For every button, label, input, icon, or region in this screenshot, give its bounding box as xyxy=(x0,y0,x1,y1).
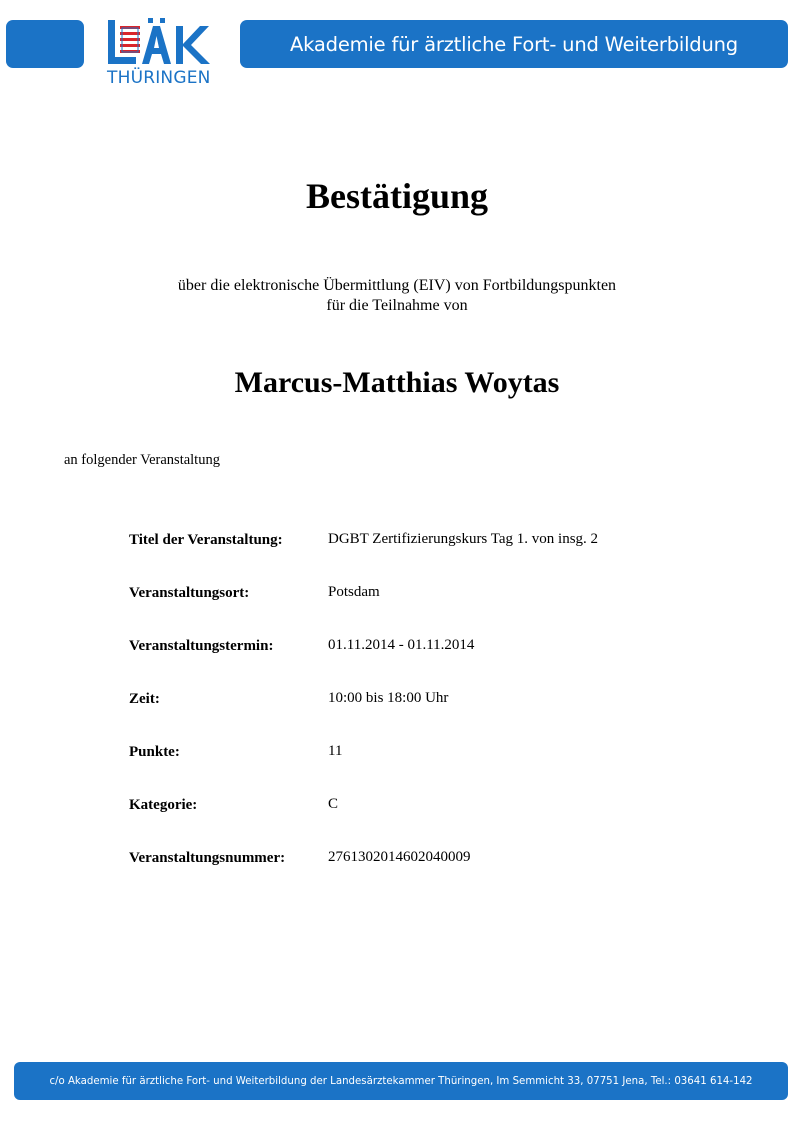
intro-text xyxy=(0,276,794,316)
intro-line-2: für die Teilnahme von xyxy=(326,297,468,314)
detail-label: Kategorie: xyxy=(129,797,198,813)
detail-label: Veranstaltungstermin: xyxy=(129,638,274,654)
detail-label: Veranstaltungsnummer: xyxy=(129,850,286,866)
footer-bar xyxy=(14,1062,788,1100)
detail-row-title xyxy=(129,532,729,585)
detail-value: 11 xyxy=(328,743,343,759)
detail-row-points xyxy=(129,744,729,797)
detail-value: C xyxy=(328,796,339,812)
laek-logo xyxy=(104,16,226,92)
header-bar xyxy=(240,20,788,68)
detail-label: Veranstaltungsort: xyxy=(129,585,250,601)
laek-logo-icon xyxy=(104,16,226,70)
detail-row-location xyxy=(129,585,729,638)
event-intro: an folgender Veranstaltung xyxy=(64,452,220,468)
detail-value: 10:00 bis 18:00 Uhr xyxy=(328,690,449,706)
detail-label: Titel der Veranstaltung: xyxy=(129,532,283,548)
detail-value: 2761302014602040009 xyxy=(328,849,471,865)
header-title: Akademie für ärztliche Fort- und Weiterbildung xyxy=(290,32,738,56)
lion-shield-icon xyxy=(120,24,140,54)
event-details xyxy=(129,532,729,903)
document-title: Bestätigung xyxy=(305,176,489,216)
footer-text: c/o Akademie für ärztliche Fort- und Weiterbildung der Landesärztekammer Thüringen, Im Semmicht 33, 07751 Jena, Tel.: 03641 614-142 xyxy=(49,1075,753,1087)
detail-row-time xyxy=(129,691,729,744)
participant-name: Marcus-Matthias Woytas xyxy=(234,366,560,399)
intro-line-1: über die elektronische Übermittlung (EIV) von Fortbildungspunkten xyxy=(177,277,617,294)
detail-value: 01.11.2014 - 01.11.2014 xyxy=(328,637,475,653)
detail-value: DGBT Zertifizierungskurs Tag 1. von insg. 2 xyxy=(328,531,599,547)
header-bar-left xyxy=(6,20,84,68)
detail-value: Potsdam xyxy=(328,584,380,600)
detail-label: Punkte: xyxy=(129,744,180,760)
detail-label: Zeit: xyxy=(129,691,160,707)
detail-row-category xyxy=(129,797,729,850)
detail-row-event-number xyxy=(129,850,729,903)
detail-row-date xyxy=(129,638,729,691)
logo-text: THÜRINGEN xyxy=(107,68,211,88)
